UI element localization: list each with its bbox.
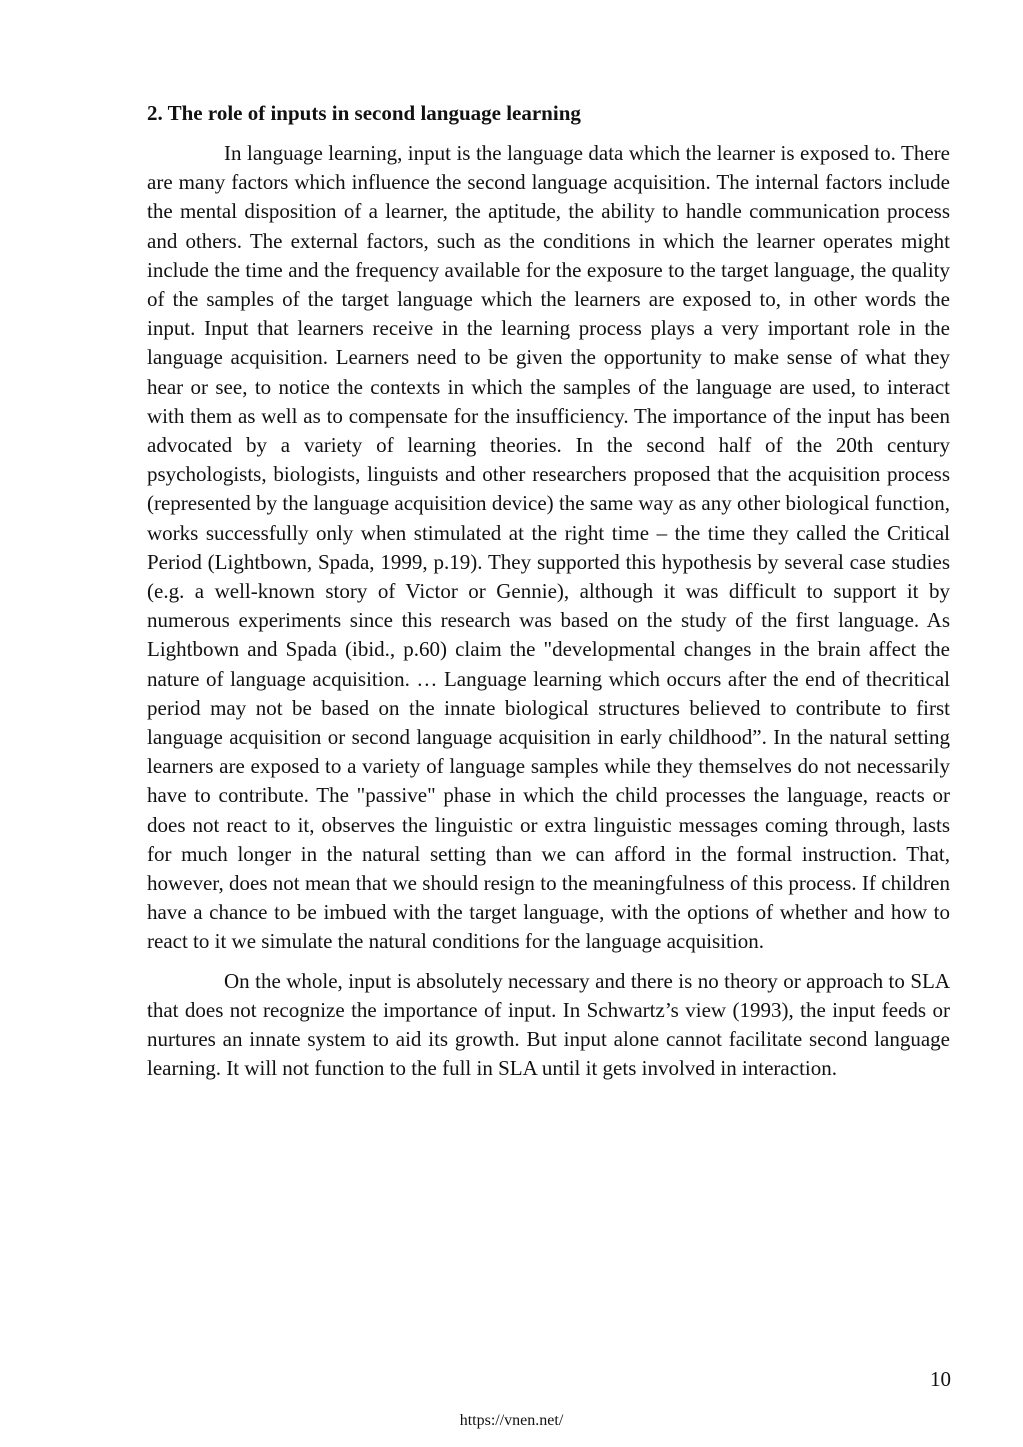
footer-url: https://vnen.net/: [459, 1412, 564, 1429]
paragraph-1: In language learning, input is the language data which the learner is exposed to. There are many factors which influence the second language acquisition. The internal factors include the mental disposition of a learner, the aptitude, the ability to handle communication process and others. The external factors, such as the conditions in which the learner operates might include the time and the frequency available for the exposure to the target language, the quality of the samples of the target language which the learners are exposed to, in other words the input. Input that learners receive in the learning process plays a very important role in the language acquisition. Learners need to be given the opportunity to make sense of what they hear or see, to notice the contexts in which the samples of the language are used, to interact with them as well as to compensate for the insufficiency. The importance of the input has been advocated by a variety of learning theories. In the second half of the 20th century psychologists, biologists, linguists and other researchers proposed that the acquisition process (represented by the language acquisition device) the same way as any other biological function, works successfully only when stimulated at the right time – the time they called the Critical Period (Lightbown, Spada, 1999, p.19). They supported this hypothesis by several case studies (e.g. a well-known story of Victor or Gennie), although it was difficult to support it by numerous experiments since this research was based on the study of the first language. As Lightbown and Spada (ibid., p.60) claim the "developmental changes in the brain affect the nature of language acquisition. … Language learning which occurs after the end of thecritical period may not be based on the innate biological structures believed to contribute to first language acquisition or second language acquisition in early childhood”. In the natural setting learners are exposed to a variety of language samples while they themselves do not necessarily have to contribute. The "passive" phase in which the child processes the language, reacts or does not react to it, observes the linguistic or extra linguistic messages coming through, lasts for much longer in the natural setting than we can afford in the formal instruction. That, however, does not mean that we should resign to the meaningfulness of this process. If children have a chance to be imbued with the target language, with the options of whether and how to react to it we simulate the natural conditions for the language acquisition.: [147, 141, 950, 954]
page-number: 10: [930, 1367, 951, 1391]
body-text: [147, 139, 950, 1084]
paragraph-2: On the whole, input is absolutely necessary and there is no theory or approach to SLA that does not recognize the importance of input. In Schwartz’s view (1993), the input feeds or nurtures an innate system to aid its growth. But input alone cannot facilitate second language learning. It will not function to the full in SLA until it gets involved in interaction.: [147, 968, 950, 1081]
section-heading: 2. The role of inputs in second language learning: [147, 101, 581, 125]
